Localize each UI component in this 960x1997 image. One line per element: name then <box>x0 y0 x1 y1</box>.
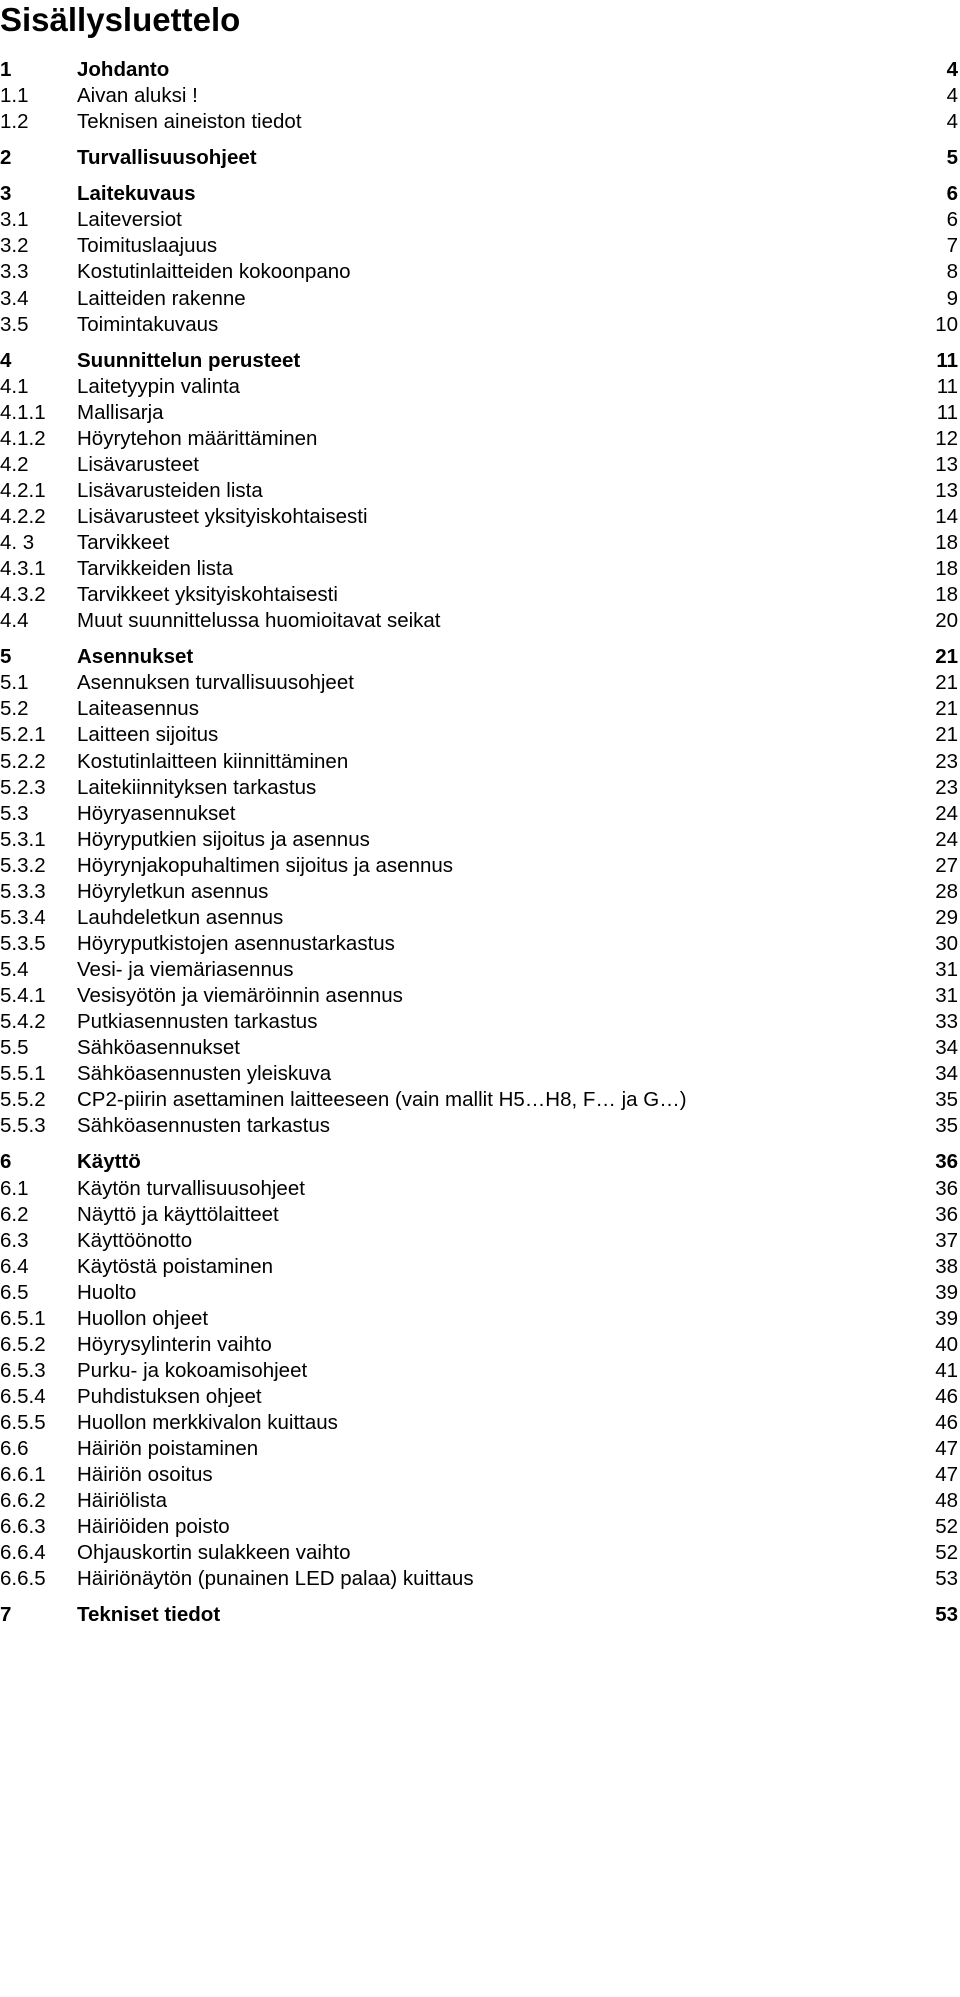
toc-entry-row <box>0 312 958 338</box>
toc-entry-row <box>0 530 958 556</box>
toc-section-title: Laiteversiot <box>77 208 182 232</box>
toc-entry-row <box>0 1436 958 1462</box>
toc-section-number: 4.1 <box>0 374 29 398</box>
toc-section-title: Suunnittelun perusteet <box>77 348 301 372</box>
toc-section-number: 6 <box>0 1150 12 1174</box>
toc-section-number: 5.5.2 <box>0 1088 46 1112</box>
toc-section-title: Huolto <box>77 1280 137 1304</box>
toc-section-title: Höyryputkistojen asennustarkastus <box>77 931 395 955</box>
toc-page-number: 11 <box>936 400 958 424</box>
toc-page-number: 4 <box>946 110 958 134</box>
toc-entry-row <box>0 259 958 285</box>
toc-section-title: Häiriön osoitus <box>77 1463 213 1487</box>
toc-page-number: 9 <box>946 286 958 310</box>
toc-page-number: 18 <box>935 583 958 607</box>
toc-page-number: 21 <box>935 671 958 695</box>
toc-section-number: 2 <box>0 146 12 170</box>
toc-section-title: Häiriöiden poisto <box>77 1515 230 1539</box>
toc-entry-row <box>0 504 958 530</box>
toc-section-title: Sähköasennusten yleiskuva <box>77 1062 332 1086</box>
toc-section-number: 5.5.1 <box>0 1062 46 1086</box>
toc-entry-row <box>0 749 958 775</box>
toc-section-number: 6.5.1 <box>0 1306 46 1330</box>
toc-section-number: 6.5.3 <box>0 1358 46 1382</box>
toc-section-title: Laitteiden rakenne <box>77 286 246 310</box>
toc-section-number: 5.2 <box>0 697 29 721</box>
toc-page-number: 35 <box>935 1114 958 1138</box>
toc-entry-row <box>0 1462 958 1488</box>
toc-section-title: Johdanto <box>77 58 170 81</box>
toc-section-title: Höyrytehon määrittäminen <box>77 426 318 450</box>
toc-section-title: Häiriönäytön (punainen LED palaa) kuittaus <box>77 1567 474 1591</box>
toc-page-number: 5 <box>946 146 958 170</box>
toc-entry-row <box>0 233 958 259</box>
toc-section-number: 4.3.1 <box>0 557 46 581</box>
toc-page-number: 23 <box>935 775 958 799</box>
toc-section-title: Toimintakuvaus <box>77 312 219 336</box>
toc-entry-row <box>0 1410 958 1436</box>
toc-page-number: 52 <box>935 1541 958 1565</box>
toc-page-number: 24 <box>935 827 958 851</box>
toc-section-number: 5.2.2 <box>0 749 46 773</box>
toc-page-number: 40 <box>935 1332 958 1356</box>
toc-section-title: Käyttö <box>77 1150 141 1174</box>
toc-entry-row <box>0 853 958 879</box>
toc-page-number: 13 <box>935 452 958 476</box>
toc-section-number: 7 <box>0 1603 12 1627</box>
toc-section-title: Laitetyypin valinta <box>77 374 240 398</box>
toc-page-number: 4 <box>946 84 958 108</box>
toc-page-number: 14 <box>935 505 958 528</box>
toc-section-number: 6.6.1 <box>0 1463 46 1487</box>
toc-section-number: 1 <box>0 58 12 81</box>
toc-section-title: Puhdistuksen ohjeet <box>77 1384 262 1408</box>
toc-section-number: 4 <box>0 348 12 372</box>
toc-entry-row <box>0 1087 958 1113</box>
toc-section-title: Tarvikkeet yksityiskohtaisesti <box>77 583 338 607</box>
toc-entry-row <box>0 1514 958 1540</box>
toc-section-title: Vesi- ja viemäriasennus <box>77 958 294 981</box>
toc-section-title: Laiteasennus <box>77 697 199 721</box>
toc-section-number: 3.2 <box>0 234 29 258</box>
toc-section-title: Tarvikkeiden lista <box>77 557 234 581</box>
toc-section-number: 4. 3 <box>0 531 35 554</box>
toc-section-title: Huollon merkkivalon kuittaus <box>77 1411 338 1434</box>
toc-section-number: 5 <box>0 645 12 669</box>
toc-section-number: 4.4 <box>0 609 29 633</box>
toc-entry-row <box>0 1009 958 1035</box>
toc-section-title: Laitteen sijoitus <box>77 723 219 747</box>
toc-section-title: Höyryletkun asennus <box>77 879 269 903</box>
toc-entry-row <box>0 1035 958 1061</box>
toc-page-number: 11 <box>936 374 958 398</box>
toc-section-number: 4.1.1 <box>0 400 46 424</box>
toc-chapter-row <box>0 57 958 83</box>
toc-section-number: 5.3.4 <box>0 905 46 929</box>
toc-section-title: Mallisarja <box>77 400 164 424</box>
toc-page-number: 52 <box>935 1515 958 1539</box>
toc-entry-row <box>0 400 958 426</box>
toc-page-number: 41 <box>935 1358 958 1382</box>
toc-entry-row <box>0 1332 958 1358</box>
toc-section-title: Purku- ja kokoamisohjeet <box>77 1358 308 1382</box>
toc-page-number: 18 <box>935 557 958 581</box>
toc-page-number: 12 <box>935 426 958 450</box>
toc-section-number: 5.5.3 <box>0 1114 46 1138</box>
toc-page-number: 34 <box>935 1062 958 1086</box>
toc-section-number: 3.3 <box>0 260 29 284</box>
toc-entry-row <box>0 426 958 452</box>
toc-section-number: 6.3 <box>0 1228 29 1252</box>
toc-section-title: Häiriölista <box>77 1489 167 1513</box>
toc-section-number: 6.5.5 <box>0 1411 46 1434</box>
toc-page-number: 13 <box>935 478 958 502</box>
toc-section-title: Höyryputkien sijoitus ja asennus <box>77 827 370 851</box>
toc-section-number: 5.4.1 <box>0 984 46 1007</box>
toc-entry-row <box>0 775 958 801</box>
toc-page-number: 38 <box>935 1254 958 1278</box>
toc-entry-row <box>0 1306 958 1332</box>
toc-section-number: 3.4 <box>0 286 29 310</box>
toc-chapter-row <box>0 145 958 171</box>
toc-page-number: 53 <box>935 1603 958 1627</box>
toc-page-number: 36 <box>935 1202 958 1226</box>
toc-section-number: 5.2.3 <box>0 775 46 799</box>
toc-section-number: 4.3.2 <box>0 583 46 607</box>
toc-entry-row <box>0 1488 958 1514</box>
toc-section-number: 6.6 <box>0 1437 29 1461</box>
toc-section-number: 4.2.2 <box>0 505 46 528</box>
toc-section-number: 6.1 <box>0 1176 29 1200</box>
toc-page-number: 21 <box>935 723 958 747</box>
toc-section-title: Aivan aluksi ! <box>77 84 198 108</box>
page-title: Sisällysluettelo <box>0 1 241 38</box>
toc-section-number: 5.3.1 <box>0 827 46 851</box>
toc-entry-row <box>0 109 958 135</box>
toc-section-title: Asennuksen turvallisuusohjeet <box>77 671 354 695</box>
toc-entry-row <box>0 801 958 827</box>
toc-page-number: 47 <box>935 1463 958 1487</box>
toc-section-title: Teknisen aineiston tiedot <box>77 110 302 134</box>
toc-section-title: CP2-piirin asettaminen laitteeseen (vain mallit H5…H8, F… ja G…) <box>77 1088 687 1112</box>
toc-page-number: 36 <box>935 1150 958 1174</box>
toc-section-number: 5.3 <box>0 801 29 825</box>
toc-section-title: Vesisyötön ja viemäröinnin asennus <box>77 984 403 1007</box>
toc-section-number: 5.4.2 <box>0 1010 46 1034</box>
toc-page-number: 8 <box>946 260 958 284</box>
toc-entry-row <box>0 374 958 400</box>
toc-entry-row <box>0 1176 958 1202</box>
toc-section-title: Lisävarusteet yksityiskohtaisesti <box>77 505 368 528</box>
toc-section-title: Turvallisuusohjeet <box>77 146 257 170</box>
toc-entry-row <box>0 556 958 582</box>
toc-page-number: 34 <box>935 1036 958 1060</box>
toc-section-title: Lisävarusteiden lista <box>77 478 263 502</box>
toc-section-number: 1.1 <box>0 84 29 108</box>
toc-section-number: 3.5 <box>0 312 29 336</box>
toc-page-number: 36 <box>935 1176 958 1200</box>
toc-entry-row <box>0 670 958 696</box>
toc-section-number: 5.5 <box>0 1036 29 1060</box>
toc-entry-row <box>0 1358 958 1384</box>
toc-section-title: Laitekiinnityksen tarkastus <box>77 775 317 799</box>
toc-page-number: 37 <box>935 1228 958 1252</box>
toc-entry-row <box>0 983 958 1009</box>
toc-page-number: 21 <box>935 645 958 669</box>
toc-page-number: 53 <box>935 1567 958 1591</box>
toc-entry-row <box>0 452 958 478</box>
toc-entry-row <box>0 1566 958 1592</box>
toc-page-number: 39 <box>935 1306 958 1330</box>
toc-section-number: 4.1.2 <box>0 426 46 450</box>
toc-section-title: Toimituslaajuus <box>77 234 218 258</box>
toc-section-title: Käytön turvallisuusohjeet <box>77 1176 305 1200</box>
toc-section-title: Lauhdeletkun asennus <box>77 905 284 929</box>
toc-page-number: 31 <box>935 958 958 981</box>
toc-page-number: 20 <box>935 609 958 633</box>
toc-entry-row <box>0 1280 958 1306</box>
toc-page-number: 6 <box>946 182 958 206</box>
toc-section-title: Käyttöönotto <box>77 1228 193 1252</box>
toc-section-title: Tarvikkeet <box>77 531 170 554</box>
toc-entry-row <box>0 1202 958 1228</box>
toc-entry-row <box>0 879 958 905</box>
toc-entry-row <box>0 827 958 853</box>
toc-section-title: Näyttö ja käyttölaitteet <box>77 1202 279 1226</box>
toc-page-number: 24 <box>935 801 958 825</box>
toc-page-number: 46 <box>935 1411 958 1434</box>
toc-section-title: Käytöstä poistaminen <box>77 1254 274 1278</box>
toc-section-title: Häiriön poistaminen <box>77 1437 259 1461</box>
toc-entry-row <box>0 582 958 608</box>
toc-section-number: 6.5.4 <box>0 1384 46 1408</box>
toc-section-number: 5.1 <box>0 671 29 695</box>
toc-section-number: 6.5.2 <box>0 1332 46 1356</box>
toc-chapter-row <box>0 644 958 670</box>
toc-page-number: 35 <box>935 1088 958 1112</box>
toc-page-number: 47 <box>935 1437 958 1461</box>
toc-section-title: Laitekuvaus <box>77 182 196 206</box>
toc-entry-row <box>0 905 958 931</box>
toc-section-title: Huollon ohjeet <box>77 1306 209 1330</box>
toc-chapter-row <box>0 181 958 207</box>
toc-section-number: 5.3.2 <box>0 853 46 877</box>
toc-section-title: Muut suunnittelussa huomioitavat seikat <box>77 609 441 633</box>
toc-section-number: 3.1 <box>0 208 29 232</box>
toc-section-number: 6.6.5 <box>0 1567 46 1591</box>
toc-section-title: Höyrysylinterin vaihto <box>77 1332 272 1356</box>
toc-section-title: Putkiasennusten tarkastus <box>77 1010 318 1034</box>
toc-page-number: 28 <box>935 879 958 903</box>
toc-page-number: 11 <box>936 348 958 372</box>
toc-section-number: 3 <box>0 182 12 206</box>
toc-entry-row <box>0 1540 958 1566</box>
toc-entry-row <box>0 83 958 109</box>
toc-section-title: Asennukset <box>77 645 194 669</box>
toc-entry-row <box>0 286 958 312</box>
toc-page-number: 4 <box>946 58 958 81</box>
toc-chapter-row <box>0 1602 958 1628</box>
toc-entry-row <box>0 696 958 722</box>
toc-section-title: Kostutinlaitteiden kokoonpano <box>77 260 351 284</box>
toc-entry-row <box>0 207 958 233</box>
toc-entry-row <box>0 478 958 504</box>
toc-section-number: 6.6.3 <box>0 1515 46 1539</box>
toc-page-number: 48 <box>935 1489 958 1513</box>
toc-section-title: Kostutinlaitteen kiinnittäminen <box>77 749 349 773</box>
toc-section-title: Sähköasennusten tarkastus <box>77 1114 330 1138</box>
toc-section-number: 5.4 <box>0 958 29 981</box>
toc-page-number: 27 <box>935 853 958 877</box>
toc-section-title: Höyrynjakopuhaltimen sijoitus ja asennus <box>77 853 454 877</box>
toc-section-title: Lisävarusteet <box>77 452 199 476</box>
toc-section-number: 6.4 <box>0 1254 29 1278</box>
toc-section-number: 6.2 <box>0 1202 29 1226</box>
toc-section-number: 5.2.1 <box>0 723 46 747</box>
toc-entry-row <box>0 1228 958 1254</box>
toc-section-title: Sähköasennukset <box>77 1036 240 1060</box>
toc-page-number: 33 <box>935 1010 958 1034</box>
toc-entry-row <box>0 722 958 748</box>
toc-page-number: 30 <box>935 931 958 955</box>
toc-entry-row <box>0 1384 958 1410</box>
toc-page-number: 21 <box>935 697 958 721</box>
toc-entry-row <box>0 608 958 634</box>
toc-entry-row <box>0 1061 958 1087</box>
toc-page-number: 31 <box>935 984 958 1007</box>
toc-page-number: 46 <box>935 1384 958 1408</box>
toc-chapter-row <box>0 1149 958 1175</box>
toc-section-number: 5.3.5 <box>0 931 46 955</box>
toc-page-number: 18 <box>935 531 958 554</box>
toc-page-number: 39 <box>935 1280 958 1304</box>
toc-section-title: Ohjauskortin sulakkeen vaihto <box>77 1541 351 1565</box>
toc-page-number: 10 <box>935 312 958 336</box>
toc-chapter-row <box>0 348 958 374</box>
toc-section-title: Höyryasennukset <box>77 801 236 825</box>
toc-section-number: 6.6.2 <box>0 1489 46 1513</box>
toc-section-number: 5.3.3 <box>0 879 46 903</box>
toc-section-number: 4.2.1 <box>0 478 46 502</box>
toc-page-number: 7 <box>946 234 958 258</box>
toc-entry-row <box>0 957 958 983</box>
toc-entry-row <box>0 931 958 957</box>
toc-section-number: 6.6.4 <box>0 1541 46 1565</box>
toc-page-number: 29 <box>935 905 958 929</box>
toc-section-title: Tekniset tiedot <box>77 1603 221 1627</box>
toc-entry-row <box>0 1254 958 1280</box>
toc-page-number: 6 <box>946 208 958 232</box>
toc-section-number: 1.2 <box>0 110 29 134</box>
toc-entry-row <box>0 1113 958 1139</box>
toc-page-number: 23 <box>935 749 958 773</box>
toc-section-number: 6.5 <box>0 1280 29 1304</box>
toc-section-number: 4.2 <box>0 452 29 476</box>
